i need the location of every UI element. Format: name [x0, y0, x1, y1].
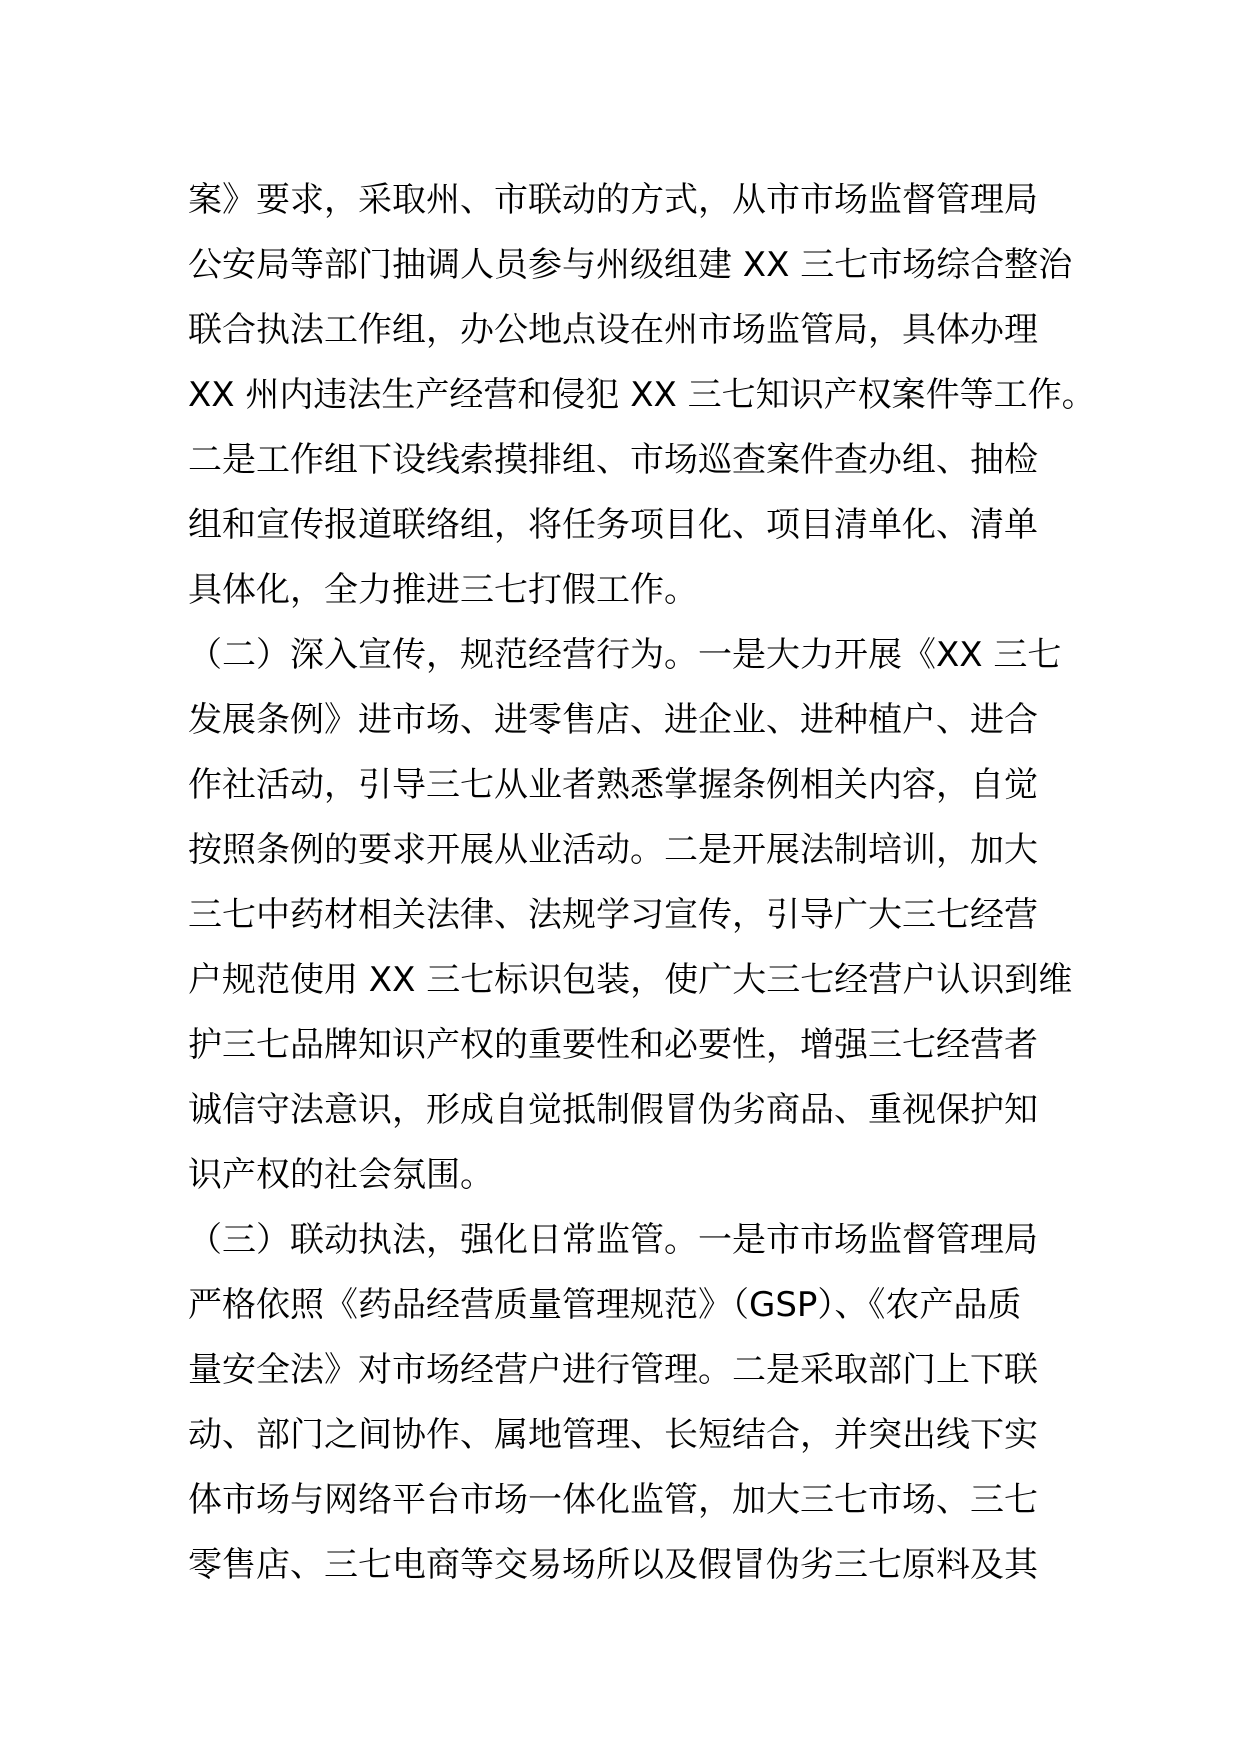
text-line: 识产权的社会氛围。 [188, 1155, 494, 1195]
section-heading-line: （三）联动执法，强化日常监管。一是市市场监督管理局 [188, 1220, 1038, 1260]
section-heading-line: （二）深入宣传，规范经营行为。一是大力开展《XX 三七 [188, 635, 1062, 675]
text-line: 三七中药材相关法律、法规学习宣传，引导广大三七经营 [188, 895, 1038, 935]
text-line: 诚信守法意识，形成自觉抵制假冒伪劣商品、重视保护知 [188, 1090, 1038, 1130]
text-line: 体市场与网络平台市场一体化监管，加大三七市场、三七 [188, 1480, 1038, 1520]
text-line: 零售店、三七电商等交易场所以及假冒伪劣三七原料及其 [188, 1545, 1038, 1585]
document-body [188, 168, 1096, 1598]
text-line: 公安局等部门抽调人员参与州级组建 XX 三七市场综合整治 [188, 245, 1073, 285]
text-line: 动、部门之间协作、属地管理、长短结合，并突出线下实 [188, 1415, 1038, 1455]
text-line: 具体化，全力推进三七打假工作。 [188, 570, 698, 610]
text-line: 严格依照《药品经营质量管理规范》（GSP）、《农产品质 [188, 1285, 1022, 1325]
text-line: 二是工作组下设线索摸排组、市场巡查案件查办组、抽检 [188, 440, 1038, 480]
text-line: 户规范使用 XX 三七标识包装，使广大三七经营户认识到维 [188, 960, 1073, 1000]
text-line: XX 州内违法生产经营和侵犯 XX 三七知识产权案件等工作。 [188, 375, 1096, 415]
text-line: 发展条例》进市场、进零售店、进企业、进种植户、进合 [188, 700, 1038, 740]
text-line: 量安全法》对市场经营户进行管理。二是采取部门上下联 [188, 1350, 1038, 1390]
text-line: 组和宣传报道联络组，将任务项目化、项目清单化、清单 [188, 505, 1038, 545]
text-line: 按照条例的要求开展从业活动。二是开展法制培训，加大 [188, 830, 1038, 870]
text-line: 护三七品牌知识产权的重要性和必要性，增强三七经营者 [188, 1025, 1038, 1065]
text-line: 联合执法工作组，办公地点设在州市场监管局，具体办理 [188, 310, 1038, 350]
text-line: 案》要求，采取州、市联动的方式，从市市场监督管理局 [188, 180, 1038, 220]
text-line: 作社活动，引导三七从业者熟悉掌握条例相关内容，自觉 [188, 765, 1038, 805]
